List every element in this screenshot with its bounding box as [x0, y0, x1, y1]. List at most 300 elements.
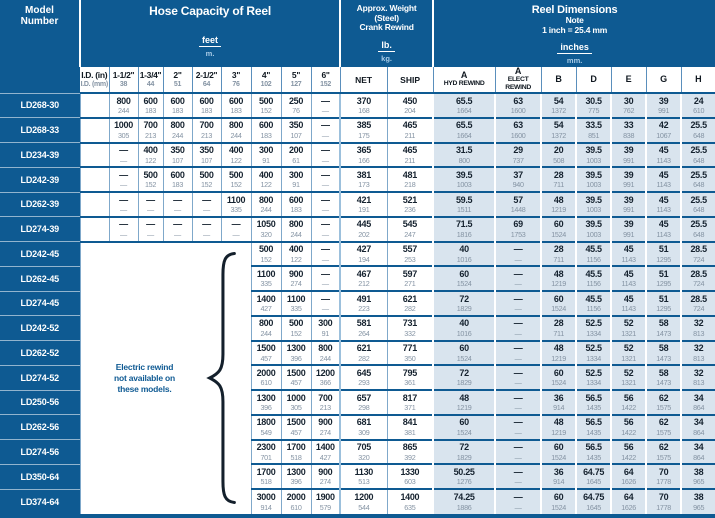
- primary-value: 45: [623, 244, 634, 255]
- secondary-value: 1753: [510, 229, 526, 239]
- primary-value: 800: [228, 120, 244, 131]
- secondary-value: 122: [290, 254, 302, 264]
- secondary-value: 940: [512, 180, 524, 190]
- ship-weight-cell: [387, 192, 433, 217]
- weight-title-line: Approx. Weight: [356, 3, 417, 13]
- secondary-value: 1422: [621, 403, 636, 413]
- primary-value: 600: [199, 95, 214, 106]
- ship-weight-cell: [387, 464, 433, 489]
- dimension-cell: [433, 415, 495, 440]
- dimensions-title: Reel Dimensions: [531, 4, 618, 16]
- ship-weight-cell: [387, 316, 433, 341]
- capacity-cell: [138, 167, 163, 192]
- weight-header: [340, 0, 433, 66]
- dimension-cell: [611, 143, 646, 168]
- model-cell: LD374-64: [0, 489, 80, 514]
- secondary-value: 711: [553, 328, 564, 338]
- primary-value: 545: [402, 219, 417, 230]
- size-column-header: [281, 66, 311, 93]
- note-line: Electric rewind: [115, 361, 174, 372]
- secondary-value: 991: [623, 205, 635, 215]
- secondary-value: 166: [358, 155, 370, 165]
- primary-value: 600: [288, 194, 304, 205]
- secondary-value: 247: [404, 229, 416, 239]
- dim-label-line: REWIND: [505, 84, 531, 91]
- secondary-value: 1422: [621, 427, 636, 437]
- secondary-value: 1626: [621, 502, 636, 512]
- dimension-cell: [433, 291, 495, 316]
- primary-value: 25.5: [690, 145, 707, 156]
- primary-value: 72: [459, 367, 469, 378]
- capacity-cell: [311, 266, 340, 291]
- secondary-value: 244: [171, 130, 184, 140]
- primary-value: 74.25: [453, 492, 475, 503]
- dimension-cell: [681, 291, 715, 316]
- secondary-value: 1524: [456, 427, 472, 437]
- dimension-cell: [541, 415, 576, 440]
- secondary-value: 107: [290, 130, 302, 140]
- primary-value: —: [513, 244, 523, 255]
- size-mm: 76: [232, 81, 240, 88]
- secondary-value: 1886: [456, 502, 472, 512]
- secondary-value: 253: [404, 254, 416, 264]
- secondary-value: 1575: [656, 403, 671, 413]
- primary-value: —: [320, 169, 330, 180]
- primary-value: —: [320, 120, 330, 131]
- capacity-cell: [109, 118, 138, 143]
- primary-value: —: [513, 492, 523, 503]
- capacity-cell: [251, 242, 281, 267]
- primary-value: 465: [402, 120, 417, 131]
- primary-value: 60: [553, 367, 564, 378]
- dimension-cell: [433, 365, 495, 390]
- secondary-value: 236: [404, 205, 416, 215]
- secondary-value: —: [514, 427, 522, 437]
- dim-column-header: [611, 66, 646, 93]
- primary-value: 1800: [256, 417, 276, 428]
- secondary-value: —: [514, 502, 522, 512]
- dimension-cell: [576, 143, 611, 168]
- primary-value: 39.5: [585, 169, 602, 180]
- secondary-value: 152: [200, 180, 213, 190]
- secondary-value: 1219: [551, 427, 566, 437]
- secondary-value: —: [321, 180, 329, 190]
- capacity-cell: [192, 118, 221, 143]
- secondary-value: 1276: [456, 477, 472, 487]
- capacity-cell: [311, 192, 340, 217]
- secondary-value: —: [120, 229, 127, 239]
- primary-value: 400: [143, 145, 158, 156]
- secondary-value: 1295: [656, 279, 671, 289]
- capacity-cell: [192, 192, 221, 217]
- primary-value: 39.5: [585, 194, 602, 205]
- dim-column-header: [495, 66, 541, 93]
- capacity-cell: [109, 93, 138, 118]
- size-inches: 1-1/2": [112, 70, 135, 80]
- dimension-cell: [681, 341, 715, 366]
- ship-weight-cell: [387, 489, 433, 514]
- primary-value: 51: [658, 244, 669, 255]
- secondary-value: —: [514, 304, 522, 314]
- secondary-value: 396: [260, 403, 272, 413]
- primary-value: 1700: [256, 466, 276, 477]
- secondary-value: 711: [553, 180, 564, 190]
- secondary-value: 244: [230, 130, 242, 140]
- capacity-cell: [192, 93, 221, 118]
- primary-value: 28.5: [690, 244, 707, 255]
- dimension-cell: [576, 93, 611, 118]
- dimension-cell: [646, 217, 681, 242]
- primary-value: 48: [553, 343, 564, 354]
- primary-value: 1900: [315, 492, 335, 503]
- capacity-cell: [281, 266, 311, 291]
- primary-value: 50.25: [453, 466, 475, 477]
- primary-value: 557: [402, 244, 417, 255]
- table-row: [0, 217, 715, 242]
- primary-value: 400: [258, 169, 274, 180]
- model-cell: LD262-45: [0, 266, 80, 291]
- secondary-value: 305: [290, 403, 302, 413]
- id-column-header: [80, 66, 109, 93]
- ship-weight-cell: [387, 167, 433, 192]
- dimension-cell: [495, 489, 541, 514]
- secondary-value: 1829: [456, 378, 472, 388]
- secondary-value: 914: [553, 403, 565, 413]
- dimension-cell: [495, 167, 541, 192]
- net-column-header: [340, 66, 387, 93]
- size-inches: 1-3/4": [139, 70, 162, 80]
- dimension-cell: [433, 143, 495, 168]
- dimension-cell: [576, 440, 611, 465]
- secondary-value: 1143: [656, 205, 671, 215]
- dimension-cell: [646, 167, 681, 192]
- dimension-cell: [646, 489, 681, 514]
- secondary-value: 305: [117, 130, 130, 140]
- primary-value: 1400: [400, 492, 420, 503]
- primary-value: 56.5: [585, 442, 602, 453]
- primary-value: 56: [623, 417, 634, 428]
- primary-value: 1400: [256, 293, 276, 304]
- primary-value: 521: [402, 194, 417, 205]
- net-weight-cell: [340, 415, 387, 440]
- dimension-cell: [495, 440, 541, 465]
- secondary-value: 991: [623, 180, 635, 190]
- dimension-cell: [681, 217, 715, 242]
- dimension-cell: [681, 118, 715, 143]
- size-column-header: [192, 66, 221, 93]
- dim-column-header: [681, 66, 715, 93]
- primary-value: —: [513, 343, 523, 354]
- primary-value: 1200: [354, 492, 374, 503]
- dimension-cell: [433, 217, 495, 242]
- dimension-cell: [611, 242, 646, 267]
- primary-value: —: [173, 194, 182, 205]
- secondary-value: 579: [319, 502, 331, 512]
- dimension-cell: [541, 217, 576, 242]
- secondary-value: 396: [290, 353, 302, 363]
- secondary-value: 1435: [586, 427, 601, 437]
- capacity-cell: [311, 217, 340, 242]
- primary-value: 64.75: [583, 492, 605, 503]
- model-header: [0, 0, 80, 93]
- note-line: not available on: [113, 372, 176, 383]
- dimension-cell: [681, 489, 715, 514]
- dimension-cell: [495, 341, 541, 366]
- capacity-cell: [251, 167, 281, 192]
- primary-value: 40: [459, 318, 469, 329]
- secondary-value: 1219: [456, 403, 472, 413]
- secondary-value: 168: [358, 106, 370, 116]
- primary-value: 2300: [256, 442, 276, 453]
- dimension-cell: [495, 242, 541, 267]
- primary-value: 350: [199, 145, 214, 156]
- primary-value: 500: [258, 244, 274, 255]
- model-cell: LD274-56: [0, 440, 80, 465]
- primary-value: 2000: [286, 492, 306, 503]
- capacity-cell: [281, 118, 311, 143]
- net-weight-cell: [340, 93, 387, 118]
- dimension-cell: [576, 365, 611, 390]
- model-cell: LD250-56: [0, 390, 80, 415]
- primary-value: 25.5: [690, 169, 707, 180]
- secondary-value: 213: [200, 130, 213, 140]
- ship-weight-cell: [387, 291, 433, 316]
- secondary-value: 813: [693, 353, 705, 363]
- secondary-value: 122: [144, 155, 157, 165]
- secondary-value: 610: [693, 106, 705, 116]
- primary-value: 1130: [354, 466, 373, 477]
- size-inches: 2": [173, 70, 182, 80]
- capacity-cell: [138, 217, 163, 242]
- model-cell: LD268-30: [0, 93, 80, 118]
- capacity-cell: [251, 217, 281, 242]
- secondary-value: 991: [623, 229, 635, 239]
- net-weight-cell: [340, 365, 387, 390]
- secondary-value: 1524: [551, 229, 566, 239]
- primary-value: 32: [693, 318, 704, 329]
- secondary-value: 1829: [456, 304, 472, 314]
- dim-column-header: [646, 66, 681, 93]
- secondary-value: 282: [358, 353, 370, 363]
- dimension-cell: [611, 440, 646, 465]
- table-row: [0, 192, 715, 217]
- net-weight-cell: [340, 440, 387, 465]
- dimension-cell: [576, 291, 611, 316]
- size-mm: 38: [119, 81, 128, 88]
- secondary-value: —: [120, 205, 127, 215]
- table-row: [0, 143, 715, 168]
- dimension-cell: [611, 167, 646, 192]
- id-cell: [80, 192, 109, 217]
- secondary-value: 223: [358, 304, 370, 314]
- primary-value: 30: [623, 95, 634, 106]
- dimension-cell: [576, 390, 611, 415]
- id-cell: [80, 167, 109, 192]
- primary-value: 28: [553, 318, 564, 329]
- primary-value: 36: [553, 392, 564, 403]
- secondary-value: 457: [290, 378, 302, 388]
- dimension-cell: [681, 390, 715, 415]
- secondary-value: 711: [553, 254, 564, 264]
- capacity-cell: [251, 415, 281, 440]
- primary-value: 64: [623, 492, 634, 503]
- dimension-cell: [495, 390, 541, 415]
- secondary-value: —: [514, 477, 522, 487]
- primary-value: 381: [356, 169, 371, 180]
- secondary-value: 274: [319, 477, 331, 487]
- secondary-value: —: [514, 328, 522, 338]
- secondary-value: 1664: [456, 106, 472, 116]
- dimension-cell: [611, 365, 646, 390]
- secondary-value: 1321: [621, 353, 636, 363]
- secondary-value: 320: [358, 452, 370, 462]
- primary-value: 37: [513, 169, 523, 180]
- secondary-value: —: [321, 130, 329, 140]
- secondary-value: 91: [262, 155, 270, 165]
- primary-value: 38: [693, 492, 704, 503]
- net-label: NET: [355, 74, 373, 85]
- primary-value: —: [173, 219, 182, 230]
- primary-value: 300: [258, 145, 274, 156]
- capacity-cell: [221, 143, 251, 168]
- secondary-value: 1511: [456, 205, 472, 215]
- primary-value: 60: [553, 293, 564, 304]
- secondary-value: 1003: [586, 155, 601, 165]
- primary-value: 350: [170, 145, 185, 156]
- secondary-value: 204: [404, 106, 416, 116]
- secondary-value: 1219: [551, 205, 566, 215]
- dimension-cell: [541, 365, 576, 390]
- capacity-cell: [311, 415, 340, 440]
- dimension-cell: [611, 390, 646, 415]
- model-header-line: Number: [20, 16, 59, 27]
- secondary-value: 813: [693, 378, 705, 388]
- primary-value: 1300: [286, 343, 306, 354]
- primary-value: 39.5: [585, 145, 602, 156]
- capacity-cell: [311, 390, 340, 415]
- secondary-value: 813: [693, 328, 705, 338]
- dimension-cell: [495, 93, 541, 118]
- secondary-value: —: [321, 229, 329, 239]
- dimensions-note-label: Note: [565, 15, 584, 25]
- secondary-value: 218: [404, 180, 416, 190]
- secondary-value: 175: [358, 130, 370, 140]
- secondary-value: 1156: [586, 254, 601, 264]
- primary-value: 500: [228, 169, 244, 180]
- primary-value: 39.5: [585, 219, 602, 230]
- weight-title-line: (Steel): [374, 12, 399, 23]
- note-line: these models.: [117, 383, 172, 394]
- dimension-cell: [433, 266, 495, 291]
- size-mm: 102: [260, 81, 272, 88]
- dimension-cell: [433, 440, 495, 465]
- header-band-row: [0, 0, 715, 66]
- secondary-value: —: [147, 229, 154, 239]
- secondary-value: 603: [404, 477, 416, 487]
- secondary-value: 1003: [586, 229, 601, 239]
- primary-value: 58: [658, 343, 669, 354]
- secondary-value: 724: [693, 254, 705, 264]
- secondary-value: 1575: [656, 427, 671, 437]
- secondary-value: 381: [404, 427, 416, 437]
- secondary-value: 1473: [656, 353, 671, 363]
- secondary-value: 701: [260, 452, 272, 462]
- primary-value: 600: [143, 95, 158, 106]
- secondary-value: 1422: [621, 452, 636, 462]
- secondary-value: 610: [260, 378, 272, 388]
- primary-value: —: [513, 268, 523, 279]
- primary-value: 500: [258, 95, 274, 106]
- dimension-cell: [646, 390, 681, 415]
- dimension-cell: [495, 365, 541, 390]
- primary-value: 48: [553, 417, 564, 428]
- primary-value: 56.5: [585, 417, 602, 428]
- primary-value: 52.5: [585, 367, 602, 378]
- capacity-cell: [311, 118, 340, 143]
- primary-value: —: [119, 194, 128, 205]
- secondary-value: 914: [553, 477, 565, 487]
- secondary-value: 213: [144, 130, 157, 140]
- primary-value: 45.5: [585, 293, 602, 304]
- secondary-value: 91: [292, 180, 300, 190]
- secondary-value: 1334: [586, 353, 601, 363]
- secondary-value: 1156: [586, 279, 601, 289]
- net-weight-cell: [340, 192, 387, 217]
- capacity-cell: [251, 390, 281, 415]
- secondary-value: 183: [171, 106, 184, 116]
- primary-value: 621: [402, 293, 417, 304]
- secondary-value: 293: [358, 378, 370, 388]
- secondary-value: 648: [693, 180, 705, 190]
- primary-value: 45.5: [585, 268, 602, 279]
- primary-value: —: [320, 244, 330, 255]
- dim-label-line: A: [514, 66, 522, 76]
- secondary-value: 183: [171, 180, 184, 190]
- secondary-value: 1524: [551, 378, 566, 388]
- dimension-cell: [541, 341, 576, 366]
- capacity-cell: [163, 167, 192, 192]
- capacity-cell: [281, 415, 311, 440]
- dimension-cell: [611, 266, 646, 291]
- primary-value: 34: [693, 417, 704, 428]
- primary-value: 52.5: [585, 318, 602, 329]
- secondary-value: 371: [404, 403, 416, 413]
- primary-value: 70: [658, 466, 669, 477]
- secondary-value: 549: [260, 427, 272, 437]
- secondary-value: —: [514, 353, 522, 363]
- dimension-cell: [611, 291, 646, 316]
- dimension-cell: [541, 390, 576, 415]
- capacity-cell: [221, 118, 251, 143]
- primary-value: 385: [356, 120, 371, 131]
- dimension-cell: [541, 316, 576, 341]
- secondary-value: 211: [404, 155, 416, 165]
- size-inches: 4": [261, 70, 271, 80]
- model-cell: LD234-39: [0, 143, 80, 168]
- secondary-value: 737: [512, 155, 524, 165]
- weight-unit-top: lb.: [378, 40, 395, 52]
- capacity-cell: [163, 192, 192, 217]
- primary-value: 1500: [256, 343, 276, 354]
- dimension-cell: [681, 316, 715, 341]
- secondary-value: 152: [230, 180, 242, 190]
- primary-value: 52.5: [585, 343, 602, 354]
- primary-value: 28: [553, 169, 564, 180]
- dimension-cell: [611, 118, 646, 143]
- primary-value: 71.5: [455, 219, 473, 230]
- primary-value: 900: [318, 466, 333, 477]
- dimension-cell: [541, 143, 576, 168]
